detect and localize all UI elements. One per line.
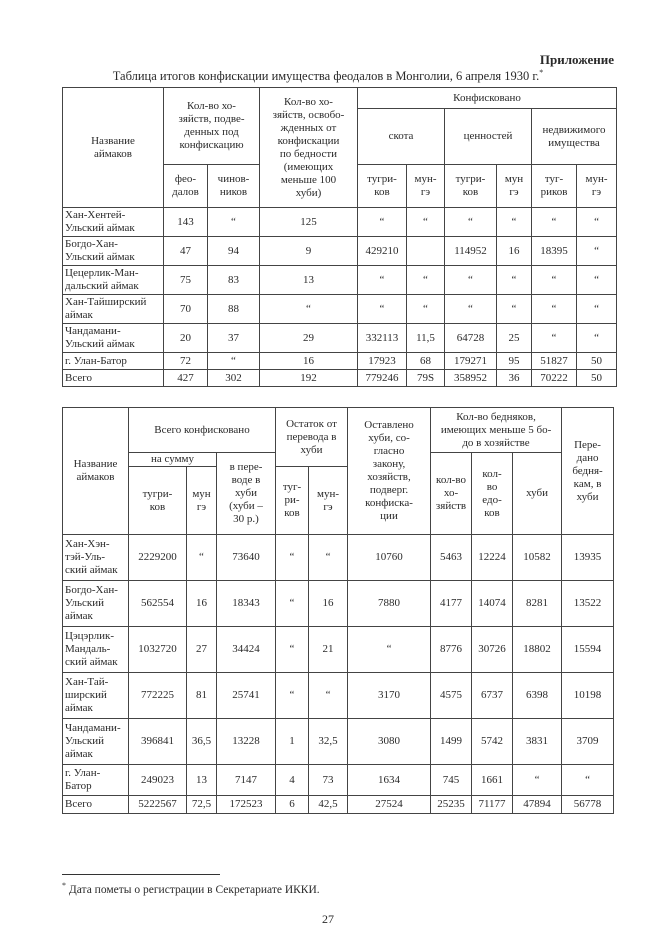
table-cell: 47 [164,237,208,266]
table-cell: 429210 [358,237,407,266]
page-number: 27 [322,912,334,926]
header-name: Название аймаков [63,88,164,208]
table-cell: 3170 [348,673,431,719]
table-cell: “ [577,295,617,324]
table-cell: “ [532,324,577,353]
table-cell: 70 [164,295,208,324]
table-cell: “ [208,353,260,370]
header-valuables: ценностей [445,109,532,165]
table-cell: 36,5 [187,719,217,765]
table-cell: 745 [431,765,472,796]
header-realty: недвижимого имущества [532,109,617,165]
table-cell: “ [358,266,407,295]
table-cell: 1032720 [129,627,187,673]
table-cell: “ [260,295,358,324]
aimak-name-cell: Чандамани- Ульский аймак [63,324,164,353]
confiscation-summary-table [62,407,614,814]
table-row [63,237,617,266]
table-cell: “ [407,208,445,237]
table-cell: 13935 [562,535,614,581]
aimak-name-cell: Всего [63,370,164,387]
table2-body [63,535,614,814]
table-cell: “ [348,627,431,673]
table1-body [63,208,617,387]
table-cell: 5463 [431,535,472,581]
caption-text: Таблица итогов конфискации имущества феодалов в Монголии, 6 апреля 1930 г. [112,69,540,84]
table-cell: “ [276,627,309,673]
table-cell: 11,5 [407,324,445,353]
table-cell: 172523 [217,796,276,814]
table-cell: 179271 [445,353,497,370]
table-cell: 427 [164,370,208,387]
table-cell: 4177 [431,581,472,627]
table-cell [407,237,445,266]
table-cell: 10198 [562,673,614,719]
table-row [63,266,617,295]
table-row [63,581,614,627]
table-cell: 64728 [445,324,497,353]
aimak-name-cell: Хан-Тай- ширский аймак [63,673,129,719]
table-cell: 72,5 [187,796,217,814]
table-cell: 51827 [532,353,577,370]
table-row [63,765,614,796]
table-cell: “ [577,324,617,353]
aimak-name-cell: Хан-Хентей- Ульский аймак [63,208,164,237]
table-cell: “ [497,208,532,237]
table-cell: “ [407,295,445,324]
table-cell: 4 [276,765,309,796]
table-cell: 16 [260,353,358,370]
header-mungu: мун- гэ [309,467,348,535]
table-cell: 12224 [472,535,513,581]
header-khubi: хуби [513,453,562,535]
aimak-name-cell: Всего [63,796,129,814]
table-cell: 16 [187,581,217,627]
table-cell: 396841 [129,719,187,765]
table-cell: 5742 [472,719,513,765]
table-caption [0,68,656,84]
table-cell: 21 [309,627,348,673]
table-cell: 25741 [217,673,276,719]
table-cell: 56778 [562,796,614,814]
table-cell: 88 [208,295,260,324]
header-tugrik: тугри- ков [129,467,187,535]
table-cell: 25235 [431,796,472,814]
table-cell: 13522 [562,581,614,627]
table-cell: 79S [407,370,445,387]
table-cell: 20 [164,324,208,353]
table-cell: 6737 [472,673,513,719]
table-cell: 8776 [431,627,472,673]
aimak-name-cell: Хан-Хэн- тэй-Уль- ский аймак [63,535,129,581]
table-cell: 32,5 [309,719,348,765]
table-cell: “ [577,208,617,237]
table-cell: 50 [577,370,617,387]
table-cell: 13228 [217,719,276,765]
table-cell: “ [358,208,407,237]
table-cell: 9 [260,237,358,266]
table-cell: 125 [260,208,358,237]
table-row [63,719,614,765]
table-cell: 13 [187,765,217,796]
header-given: Пере- дано бедня- кам, в хуби [562,408,614,535]
table-cell: 16 [497,237,532,266]
table-cell: 358952 [445,370,497,387]
table-cell: 50 [577,353,617,370]
table-cell: 42,5 [309,796,348,814]
aimak-name-cell: г. Улан-Батор [63,353,164,370]
table-cell: 73640 [217,535,276,581]
table-cell: 10582 [513,535,562,581]
table-cell: 192 [260,370,358,387]
table-cell: 143 [164,208,208,237]
table-cell: “ [276,581,309,627]
table-cell: “ [445,208,497,237]
table-cell: 1 [276,719,309,765]
table-cell: 14074 [472,581,513,627]
table-cell: 8281 [513,581,562,627]
caption-footnote-mark: * [539,68,544,77]
header-in-khubi: в пере- воде в хуби (хуби – 30 р.) [217,453,276,535]
header-households: кол-во хо- зяйств [431,453,472,535]
table-cell: “ [407,266,445,295]
table-cell: 3709 [562,719,614,765]
table-cell: “ [358,295,407,324]
header-tugrik: тугри- ков [358,165,407,208]
table-cell: 18343 [217,581,276,627]
table-cell: 1634 [348,765,431,796]
header-tugrik: тугри- ков [445,165,497,208]
header-mungu: мун- гэ [407,165,445,208]
table-cell: 34424 [217,627,276,673]
aimak-name-cell: Чандамани- Ульский аймак [63,719,129,765]
table-cell: “ [208,208,260,237]
table-cell: 16 [309,581,348,627]
aimak-name-cell: Хан-Тайширский аймак [63,295,164,324]
table-cell: 114952 [445,237,497,266]
table-cell: 71177 [472,796,513,814]
table-cell: 36 [497,370,532,387]
table-cell: 18802 [513,627,562,673]
table-cell: 332113 [358,324,407,353]
table-cell: 47894 [513,796,562,814]
table-cell: 249023 [129,765,187,796]
header-confiscated: Конфисковано [358,88,617,109]
footnote-divider [62,874,220,875]
table-cell: 81 [187,673,217,719]
confiscation-table [62,87,617,387]
header-mungu: мун- гэ [577,165,617,208]
table-cell: “ [445,295,497,324]
aimak-name-cell: г. Улан- Батор [63,765,129,796]
table-cell: 4575 [431,673,472,719]
table-row [63,370,617,387]
table-cell: “ [532,208,577,237]
table-cell: 83 [208,266,260,295]
header-sum: на сумму [129,453,217,467]
table-row [63,673,614,719]
table-cell: “ [497,295,532,324]
table-cell: 27524 [348,796,431,814]
header-cattle: скота [358,109,445,165]
table-cell: “ [497,266,532,295]
table-cell: 2229200 [129,535,187,581]
table-row [63,535,614,581]
table-cell: “ [532,266,577,295]
table-row [63,353,617,370]
table-cell: 562554 [129,581,187,627]
table-cell: 18395 [532,237,577,266]
table-cell: 29 [260,324,358,353]
table-cell: 37 [208,324,260,353]
header-mungu: мун гэ [497,165,532,208]
table-cell: 6 [276,796,309,814]
header-households: Кол-во хо- зяйств, подве- денных под конфискацию [164,88,260,165]
aimak-name-cell: Цецерлик-Ман- дальский аймак [63,266,164,295]
table-cell: 25 [497,324,532,353]
table-row [63,796,614,814]
header-tugrik: туг- риков [532,165,577,208]
table-cell: 73 [309,765,348,796]
table-cell: 10760 [348,535,431,581]
table-cell: “ [276,673,309,719]
table-cell: 1661 [472,765,513,796]
table-cell: 3831 [513,719,562,765]
table-cell: 95 [497,353,532,370]
table-cell: 3080 [348,719,431,765]
header-poor: Кол-во бедняков, имеющих меньше 5 бо- до в хозяйстве [431,408,562,453]
aimak-name-cell: Богдо-Хан- Ульский аймак [63,237,164,266]
header-mungu: мун гэ [187,467,217,535]
table-cell: 6398 [513,673,562,719]
header-name: Название аймаков [63,408,129,535]
table-cell: 30726 [472,627,513,673]
table-cell: 5222567 [129,796,187,814]
header-total-confiscated: Всего конфисковано [129,408,276,453]
table-cell: 75 [164,266,208,295]
header-remainder: Остаток от перевода в хуби [276,408,348,467]
footnote [62,881,320,896]
aimak-name-cell: Цэцэрлик- Мандаль- ский аймак [63,627,129,673]
table-cell: “ [309,673,348,719]
table-cell: 72 [164,353,208,370]
table-cell: “ [532,295,577,324]
aimak-name-cell: Богдо-Хан- Ульский аймак [63,581,129,627]
table-cell: 7880 [348,581,431,627]
header-left-khubi: Оставлено хуби, со- гласно закону, хозяйств, подверг. конфиска- ции [348,408,431,535]
table-cell: 1499 [431,719,472,765]
appendix-label: Приложение [539,52,614,67]
table-row [63,324,617,353]
header-eaters: кол- во едо- ков [472,453,513,535]
table-cell: “ [309,535,348,581]
header-released: Кол-во хо- зяйств, освобо- жденных от конфискации по бедности (имеющих меньше 100 хуби) [260,88,358,208]
table-cell: “ [577,237,617,266]
table-row [63,627,614,673]
table-cell: 772225 [129,673,187,719]
table-cell: 70222 [532,370,577,387]
table-cell: “ [445,266,497,295]
table-row [63,295,617,324]
table-cell: “ [276,535,309,581]
table-cell: 15594 [562,627,614,673]
table-cell: 68 [407,353,445,370]
table-cell: “ [187,535,217,581]
table-cell: 7147 [217,765,276,796]
footnote-mark: * [62,881,66,890]
table-cell: 779246 [358,370,407,387]
header-officials: чинов- ников [208,165,260,208]
table-cell: “ [577,266,617,295]
header-feudals: фео- далов [164,165,208,208]
header-tugrik: туг- ри- ков [276,467,309,535]
table-cell: 13 [260,266,358,295]
table-row [63,208,617,237]
table-cell: “ [513,765,562,796]
table-cell: “ [562,765,614,796]
table-cell: 94 [208,237,260,266]
table-cell: 17923 [358,353,407,370]
table-cell: 302 [208,370,260,387]
footnote-text: Дата пометы о регистрации в Секретариате ИККИ. [68,883,320,896]
table-cell: 27 [187,627,217,673]
